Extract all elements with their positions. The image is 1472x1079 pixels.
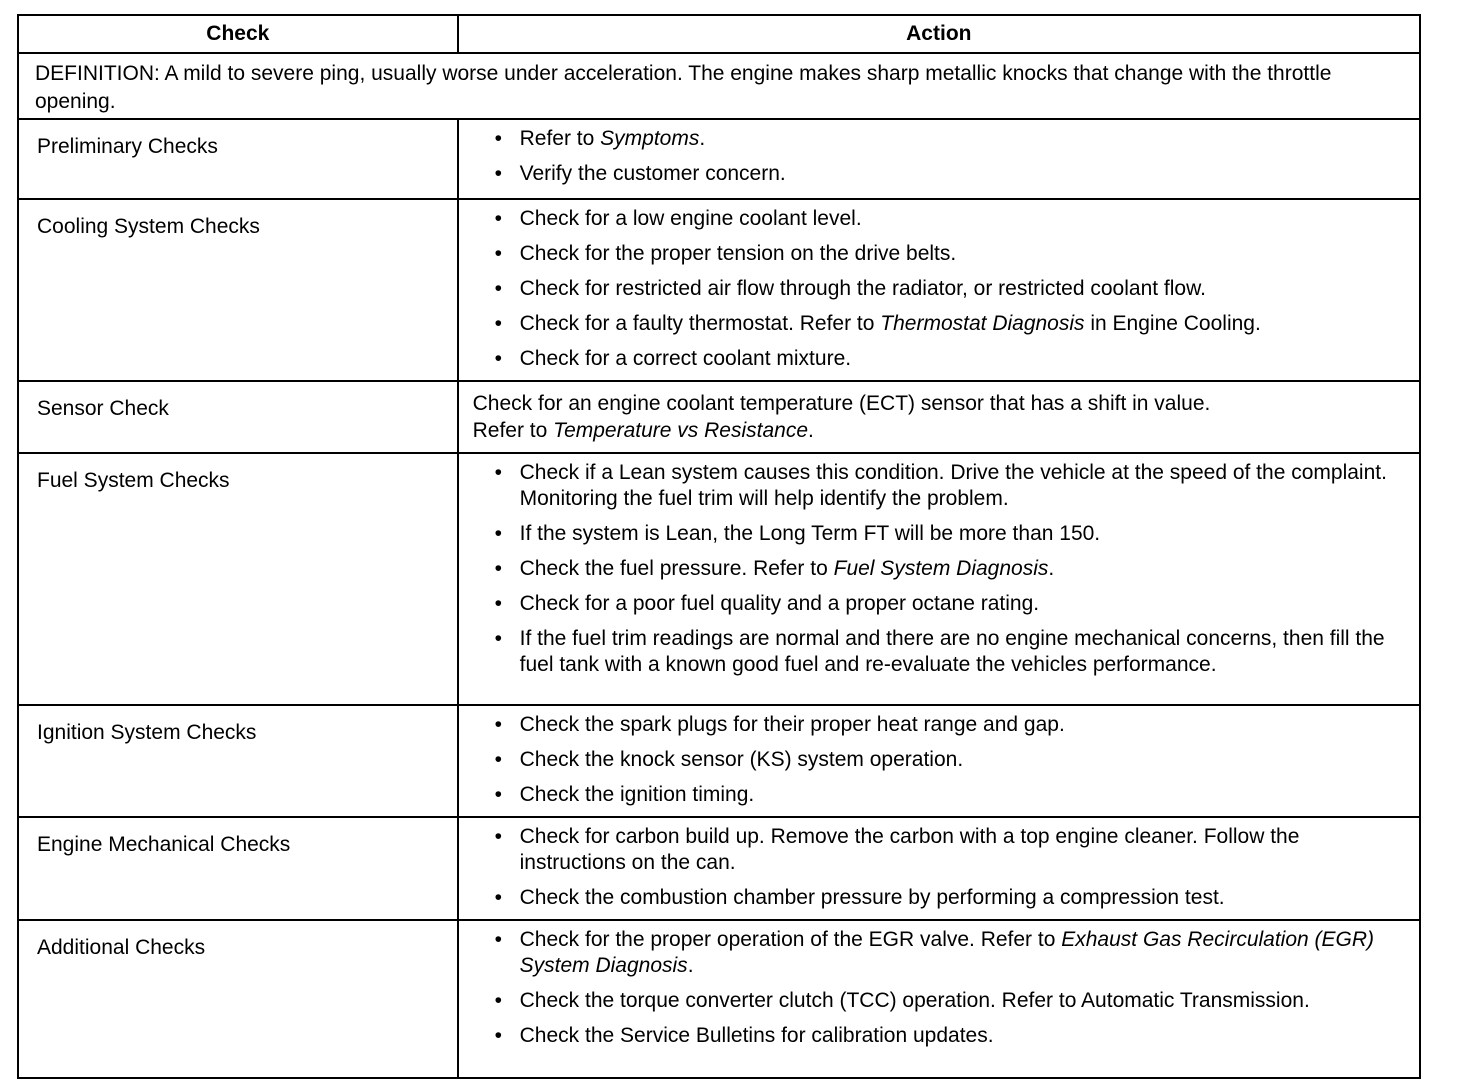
list-item: • Check the combustion chamber pressure by performing a compression test. [494, 886, 1225, 909]
table-row [18, 817, 1420, 920]
list-item: • Check for the proper operation of the EGR valve. Refer to Exhaust Gas Recirculation (EGR) System Diagnosis. [494, 928, 1375, 977]
list-item: • Check for a faulty thermostat. Refer to Thermostat Diagnosis in Engine Cooling. [494, 312, 1261, 335]
list-item: • If the system is Lean, the Long Term FT will be more than 150. [494, 522, 1101, 545]
list-item: • Check for a poor fuel quality and a proper octane rating. [494, 592, 1040, 615]
bullet-icon: • [494, 522, 502, 545]
bullet-icon: • [494, 127, 502, 150]
bullet-icon: • [494, 277, 502, 300]
table-row [18, 199, 1420, 381]
table-row [18, 119, 1420, 199]
action-list-preliminary [458, 119, 1420, 199]
reference-link[interactable]: Exhaust Gas Recirculation (EGR) System Diagnosis [519, 928, 1375, 977]
list-item: • If the fuel trim readings are normal and there are no engine mechanical concerns, then fill the fuel tank with a known good fuel and re-evaluate the vehicles performance. [494, 627, 1385, 676]
bullet-icon: • [494, 627, 502, 650]
reference-link[interactable]: Symptoms [600, 127, 700, 150]
bullet-icon: • [494, 347, 502, 370]
check-label-ignition: Ignition System Checks [18, 705, 458, 817]
list-item: • Check the spark plugs for their proper heat range and gap. [494, 713, 1065, 736]
action-list-additional [458, 920, 1420, 1078]
bullet-icon: • [494, 989, 502, 1012]
list-item: • Refer to Symptoms. [494, 127, 706, 150]
bullet-icon: • [494, 557, 502, 580]
bullet-icon: • [494, 207, 502, 230]
bullet-icon: • [494, 1024, 502, 1047]
sensor-text: Check for an engine coolant temperature (ECT) sensor that has a shift in value. Refer to Temperature vs Resistance. [472, 392, 1211, 442]
list-item: • Check the knock sensor (KS) system operation. [494, 748, 964, 771]
definition-row [18, 53, 1420, 119]
action-list-ignition [458, 705, 1420, 817]
list-item: • Verify the customer concern. [494, 162, 786, 185]
list-item: • Check the fuel pressure. Refer to Fuel System Diagnosis. [494, 557, 1055, 580]
check-label-preliminary: Preliminary Checks [18, 119, 458, 199]
list-item: • Check the ignition timing. [494, 783, 755, 806]
diagnostic-table [17, 14, 1421, 1079]
check-label-sensor: Sensor Check [18, 381, 458, 453]
reference-link[interactable]: Temperature vs Resistance [553, 419, 809, 442]
list-item: • Check for a low engine coolant level. [494, 207, 862, 230]
table-row [18, 705, 1420, 817]
definition-text: DEFINITION: A mild to severe ping, usually worse under acceleration. The engine makes sharp metallic knocks that change with the throttle opening. [18, 53, 1420, 119]
reference-link[interactable]: Fuel System Diagnosis [833, 557, 1049, 580]
bullet-icon: • [494, 592, 502, 615]
table-row [18, 381, 1420, 453]
check-label-cooling: Cooling System Checks [18, 199, 458, 381]
table-row [18, 920, 1420, 1078]
header-row [18, 15, 1420, 53]
reference-link[interactable]: Thermostat Diagnosis [880, 312, 1085, 335]
bullet-icon: • [494, 783, 502, 806]
check-label-fuel: Fuel System Checks [18, 453, 458, 705]
bullet-icon: • [494, 928, 502, 951]
bullet-icon: • [494, 461, 502, 484]
check-label-mechanical: Engine Mechanical Checks [18, 817, 458, 920]
list-item: • Check for the proper tension on the drive belts. [494, 242, 957, 265]
action-list-mechanical [458, 817, 1420, 920]
list-item: • Check the Service Bulletins for calibration updates. [494, 1024, 994, 1047]
action-list-cooling [458, 199, 1420, 381]
table-row [18, 453, 1420, 705]
bullet-icon: • [494, 162, 502, 185]
action-list-fuel [458, 453, 1420, 705]
action-text-sensor [458, 381, 1420, 453]
list-item: • Check the torque converter clutch (TCC) operation. Refer to Automatic Transmission. [494, 989, 1310, 1012]
column-header-check: Check [18, 15, 458, 53]
check-label-additional: Additional Checks [18, 920, 458, 1078]
column-header-action: Action [458, 15, 1420, 53]
bullet-icon: • [494, 825, 502, 848]
list-item: • Check for restricted air flow through the radiator, or restricted coolant flow. [494, 277, 1206, 300]
bullet-icon: • [494, 886, 502, 909]
list-item: • Check for a correct coolant mixture. [494, 347, 852, 370]
list-item: • Check if a Lean system causes this condition. Drive the vehicle at the speed of the complaint. Monitoring the fuel trim will help identify the problem. [494, 461, 1387, 510]
bullet-icon: • [494, 312, 502, 335]
bullet-icon: • [494, 748, 502, 771]
list-item: • Check for carbon build up. Remove the carbon with a top engine cleaner. Follow the instructions on the can. [494, 825, 1300, 874]
bullet-icon: • [494, 242, 502, 265]
bullet-icon: • [494, 713, 502, 736]
